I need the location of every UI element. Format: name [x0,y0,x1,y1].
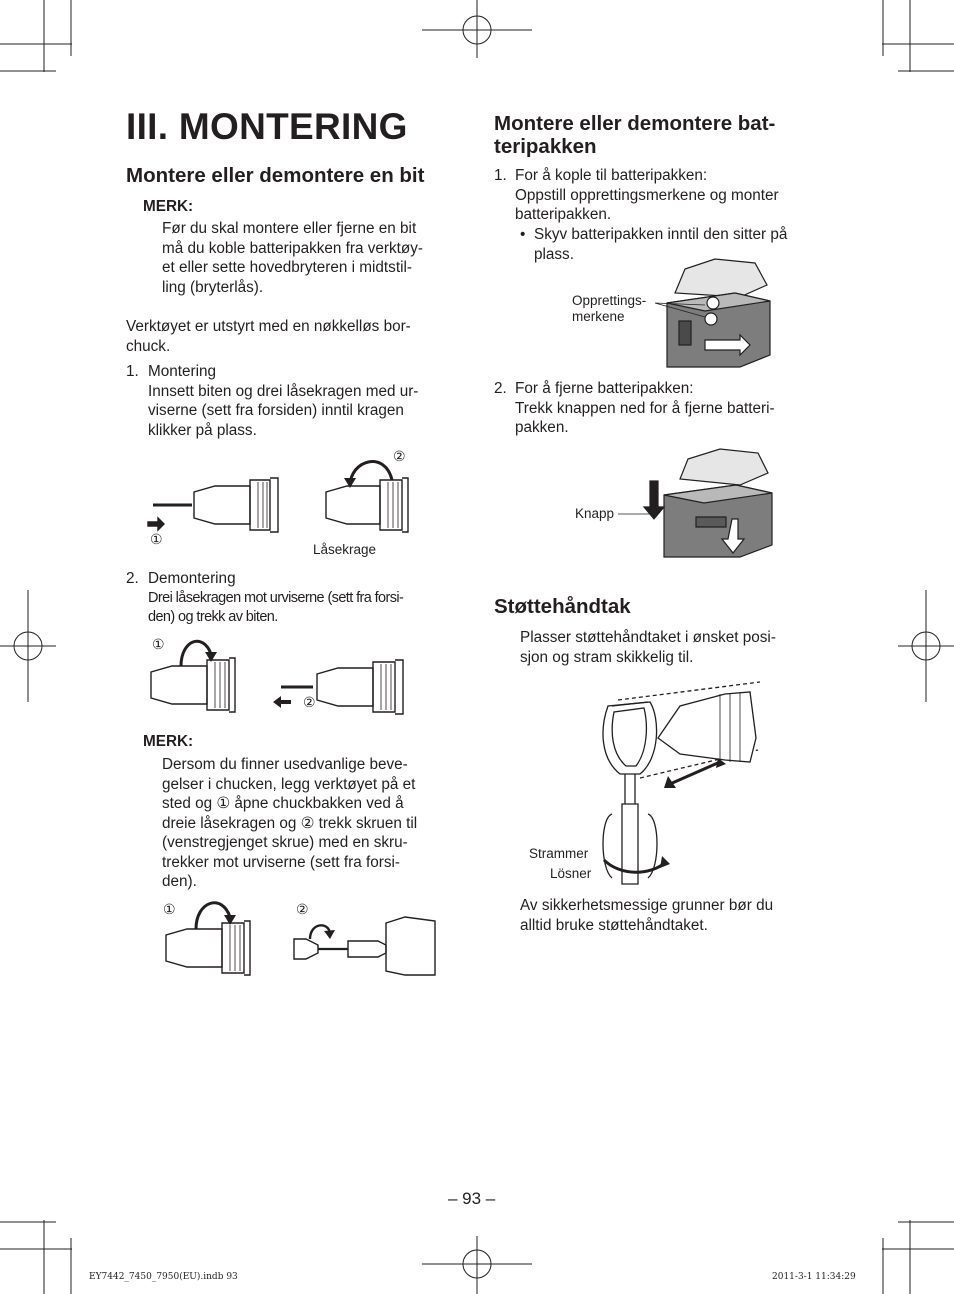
step-text: For å fjerne batteripakken: Trekk knappen ned for å fjerne batteri- pakken. [515,380,775,436]
note-label: MERK: [143,733,194,750]
figure-label-opprettingsmerkene: Opprettings- merkene [572,293,647,324]
bullet: • [520,226,526,243]
battery-remove-illustration [640,445,790,565]
footer-timestamp: 2011-3-1 11:34:29 [772,1272,856,1282]
marker-2: ② [393,448,406,464]
label-leader [618,512,658,516]
marker-2: ② [303,694,316,710]
note-text: Før du skal montere eller fjerne en bit må du koble batteripakken fra verktøy- et eller sette hovedbryteren i midtstil- ling (bryterlås). [162,220,424,296]
step-number: 1. [494,167,507,184]
handle-text: Plasser støttehåndtaket i ønsket posi- sjon og stram skikkelig til. [520,629,776,666]
section-heading-battery: Montere eller demontere bat- teripakken [494,112,776,158]
page-title: III. MONTERING [126,106,408,147]
marker-1: ① [152,636,165,652]
battery-attach-illustration [645,255,785,375]
step-number: 1. [126,363,139,380]
step-number: 2. [494,380,507,397]
footer-file-info: EY7442_7450_7950(EU).indb 93 [89,1272,238,1282]
page-number: – 93 – [448,1189,496,1208]
step-text: Drei låsekragen mot urviserne (sett fra forsi- den) og trekk av biten. [148,590,404,625]
section-heading-bit: Montere eller demontere en bit [126,164,425,187]
note-text: Dersom du finner usedvanlige beve- gelser i chucken, legg verktøyet på et sted og ① åpne chuckbakken ved å dreie låsekragen og ② trekk skruen til (venstregjenget skrue) med en skru- trekker mot urviserne (sett fra forsi- den). [162,756,418,890]
chuck-dismount-illustration [145,632,415,722]
step-text: For å kople til batteripakken: Oppstill opprettingsmerkene og monter batteripakken. [515,167,779,223]
figure-label-knapp: Knapp [575,506,615,521]
figure-label-lasekrage: Låsekrage [313,542,377,557]
section-heading-handle: Støttehåndtak [494,595,631,618]
chuck-mount-illustration [140,450,440,560]
safety-text: Av sikkerhetsmessige grunner bør du alltid bruke støttehåndtaket. [520,897,774,934]
figure-label-strammer: Strammer [529,846,589,861]
note-label: MERK: [143,198,194,215]
step-text: Montering Innsett biten og drei låsekragen med ur- viserne (sett fra forsiden) inntil kragen klikker på plass. [148,363,419,439]
bullet-text: Skyv batteripakken inntil den sitter på plass. [534,226,788,263]
marker-1: ① [150,531,163,547]
figure-label-losner: Lösner [550,866,592,881]
step-title: Demontering [148,570,236,587]
marker-1: ① [163,901,176,917]
side-handle-illustration [590,678,770,878]
intro-text: Verktøyet er utstyrt med en nøkkelløs bor- chuck. [126,318,411,355]
step-number: 2. [126,570,139,587]
marker-2: ② [296,901,309,917]
